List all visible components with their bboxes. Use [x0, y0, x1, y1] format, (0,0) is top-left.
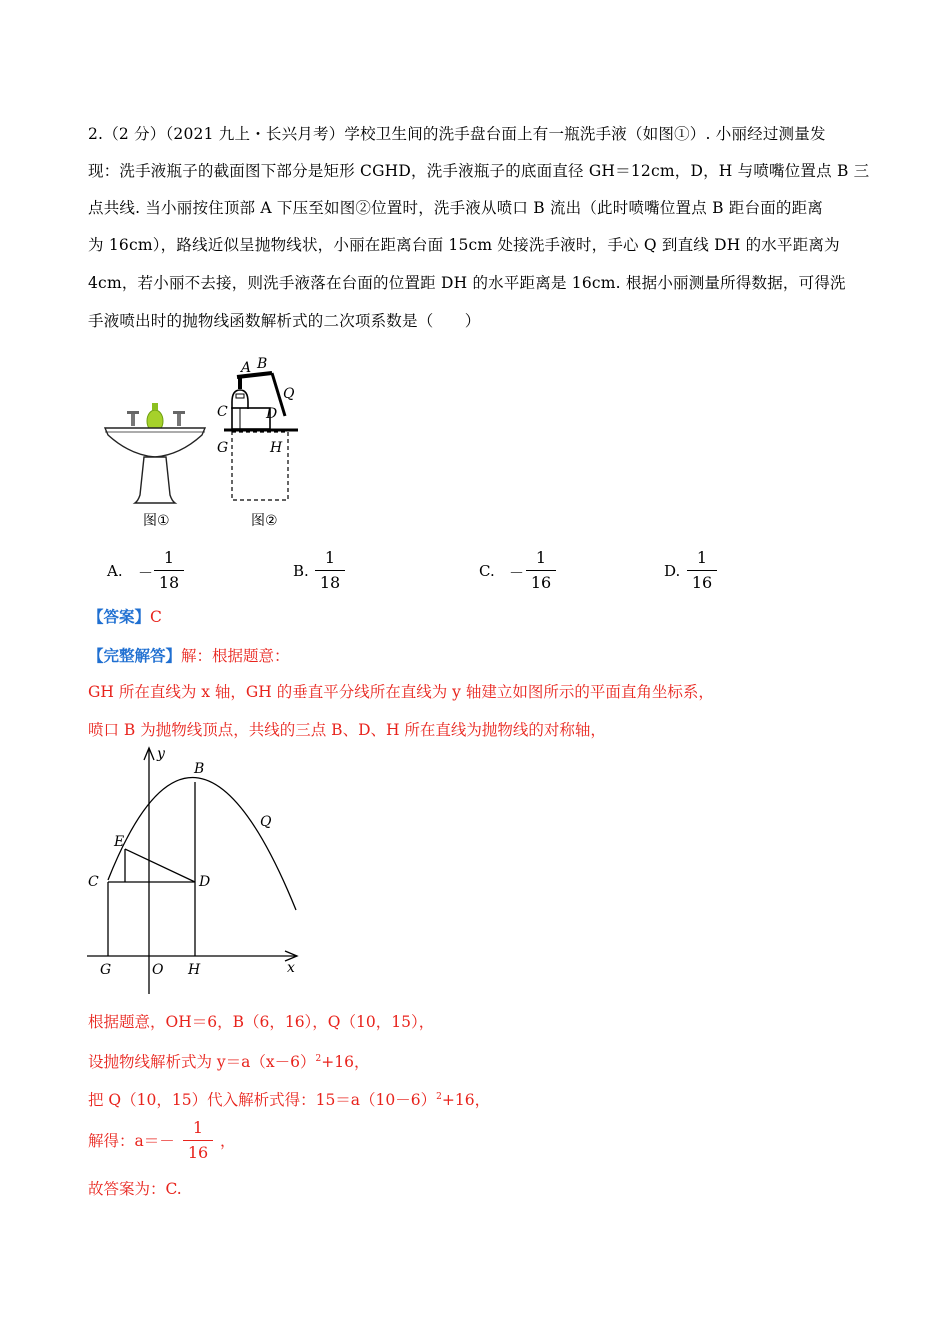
solution-line-2: 喷口 B 为抛物线顶点，共线的三点 B、D、H 所在直线为抛物线的对称轴， — [88, 721, 606, 739]
solution-line-5-main: 把 Q（10，15）代入解析式得：15＝a（10－6） — [88, 1091, 437, 1109]
graph-label-b: B — [194, 761, 205, 777]
option-c-sign: － — [509, 564, 525, 582]
figure-1-caption: 图① — [143, 513, 170, 529]
answer-value: C — [150, 608, 162, 626]
option-d-fraction — [687, 548, 717, 593]
option-b-fraction — [315, 548, 345, 593]
option-a-letter[interactable]: A. — [107, 562, 123, 580]
answer-row — [88, 605, 162, 627]
solution-line-6-prefix: 解得：a＝－ — [88, 1132, 175, 1150]
solution-intro: 解：根据题意： — [181, 647, 290, 665]
bottle-figure — [210, 350, 320, 510]
question-line-2: 现：洗手液瓶子的截面图下部分是矩形 CGHD，洗手液瓶子的底面直径 GH＝12cm，D，H 与喷嘴位置点 B 三 — [88, 162, 870, 180]
fig2-label-d: D — [266, 406, 278, 422]
solution-fraction-denominator: 16 — [187, 1143, 209, 1162]
fig2-label-g: G — [217, 440, 229, 456]
solution-line-4-main: 设抛物线解析式为 y＝a（x－6） — [88, 1053, 316, 1071]
option-a-denominator: 18 — [158, 573, 180, 592]
option-a-sign: － — [138, 564, 154, 582]
option-d-numerator: 1 — [696, 548, 708, 567]
solution-line-3: 根据题意，OH＝6，B（6，16），Q（10，15）， — [88, 1013, 435, 1031]
option-b-letter[interactable]: B. — [293, 562, 309, 580]
solution-line-5-exp: 2 — [436, 1092, 442, 1102]
fig2-label-a: A — [241, 360, 252, 376]
figure-2-caption: 图② — [251, 513, 278, 529]
graph-label-g: G — [100, 962, 112, 978]
solution-line-4-end: +16， — [321, 1053, 370, 1071]
option-d-denominator: 16 — [691, 573, 713, 592]
question-line-1: 2.（2 分）（2021 九上・长兴月考）学校卫生间的洗手盘台面上有一瓶洗手液（如图①）. 小丽经过测量发 — [88, 125, 826, 143]
graph-label-o: O — [152, 962, 164, 978]
solution-tag: 【完整解答】 — [88, 646, 182, 665]
question-line-3: 点共线. 当小丽按住顶部 A 下压至如图②位置时，洗手液从喷口 B 流出（此时喷嘴位置点 B 距台面的距离 — [88, 199, 823, 217]
option-c-fraction — [526, 548, 556, 593]
answer-tag: 【答案】 — [88, 607, 151, 626]
solution-line-6-suffix: ， — [220, 1132, 236, 1150]
solution-line-4-exp: 2 — [315, 1054, 322, 1064]
question-line-4: 为 16cm），路线近似呈抛物线状，小丽在距离台面 15cm 处接洗手液时，手心 Q 到直线 DH 的水平距离为 — [88, 236, 840, 254]
solution-line-5-end: +16， — [441, 1091, 491, 1109]
solution-header — [88, 644, 290, 666]
question-line-5: 4cm，若小丽不去接，则洗手液落在台面的位置距 DH 的水平距离是 16cm. 根据小丽测量所得数据，可得洗 — [88, 274, 846, 292]
fig2-label-q: Q — [283, 386, 295, 402]
graph-label-c: C — [88, 874, 99, 890]
question-line-6: 手液喷出时的抛物线函数解析式的二次项系数是（ ） — [88, 312, 481, 330]
graph-label-y: y — [157, 746, 165, 762]
option-d-letter[interactable]: D. — [664, 562, 681, 580]
fig2-label-b: B — [257, 356, 268, 372]
graph-label-d: D — [199, 874, 211, 890]
option-a-fraction — [154, 548, 184, 593]
option-c-numerator: 1 — [535, 548, 547, 567]
fig2-label-c: C — [217, 404, 228, 420]
option-c-letter[interactable]: C. — [479, 562, 495, 580]
option-a-numerator: 1 — [163, 548, 175, 567]
option-c-denominator: 16 — [530, 573, 552, 592]
graph-label-h: H — [188, 962, 201, 978]
option-b-numerator: 1 — [324, 548, 336, 567]
graph-label-q: Q — [260, 814, 272, 830]
option-b-denominator: 18 — [319, 573, 341, 592]
solution-fraction — [183, 1118, 213, 1163]
graph-label-e: E — [114, 834, 125, 850]
solution-line-4 — [88, 1049, 369, 1072]
solution-line-5 — [88, 1087, 490, 1110]
solution-line-1: GH 所在直线为 x 轴，GH 的垂直平分线所在直线为 y 轴建立如图所示的平面直角坐标系， — [88, 683, 714, 701]
graph-label-x: x — [287, 960, 295, 976]
coordinate-graph — [84, 742, 314, 1002]
solution-line-7: 故答案为：C. — [88, 1180, 182, 1198]
solution-fraction-numerator: 1 — [192, 1118, 204, 1137]
fig2-label-h: H — [270, 440, 283, 456]
